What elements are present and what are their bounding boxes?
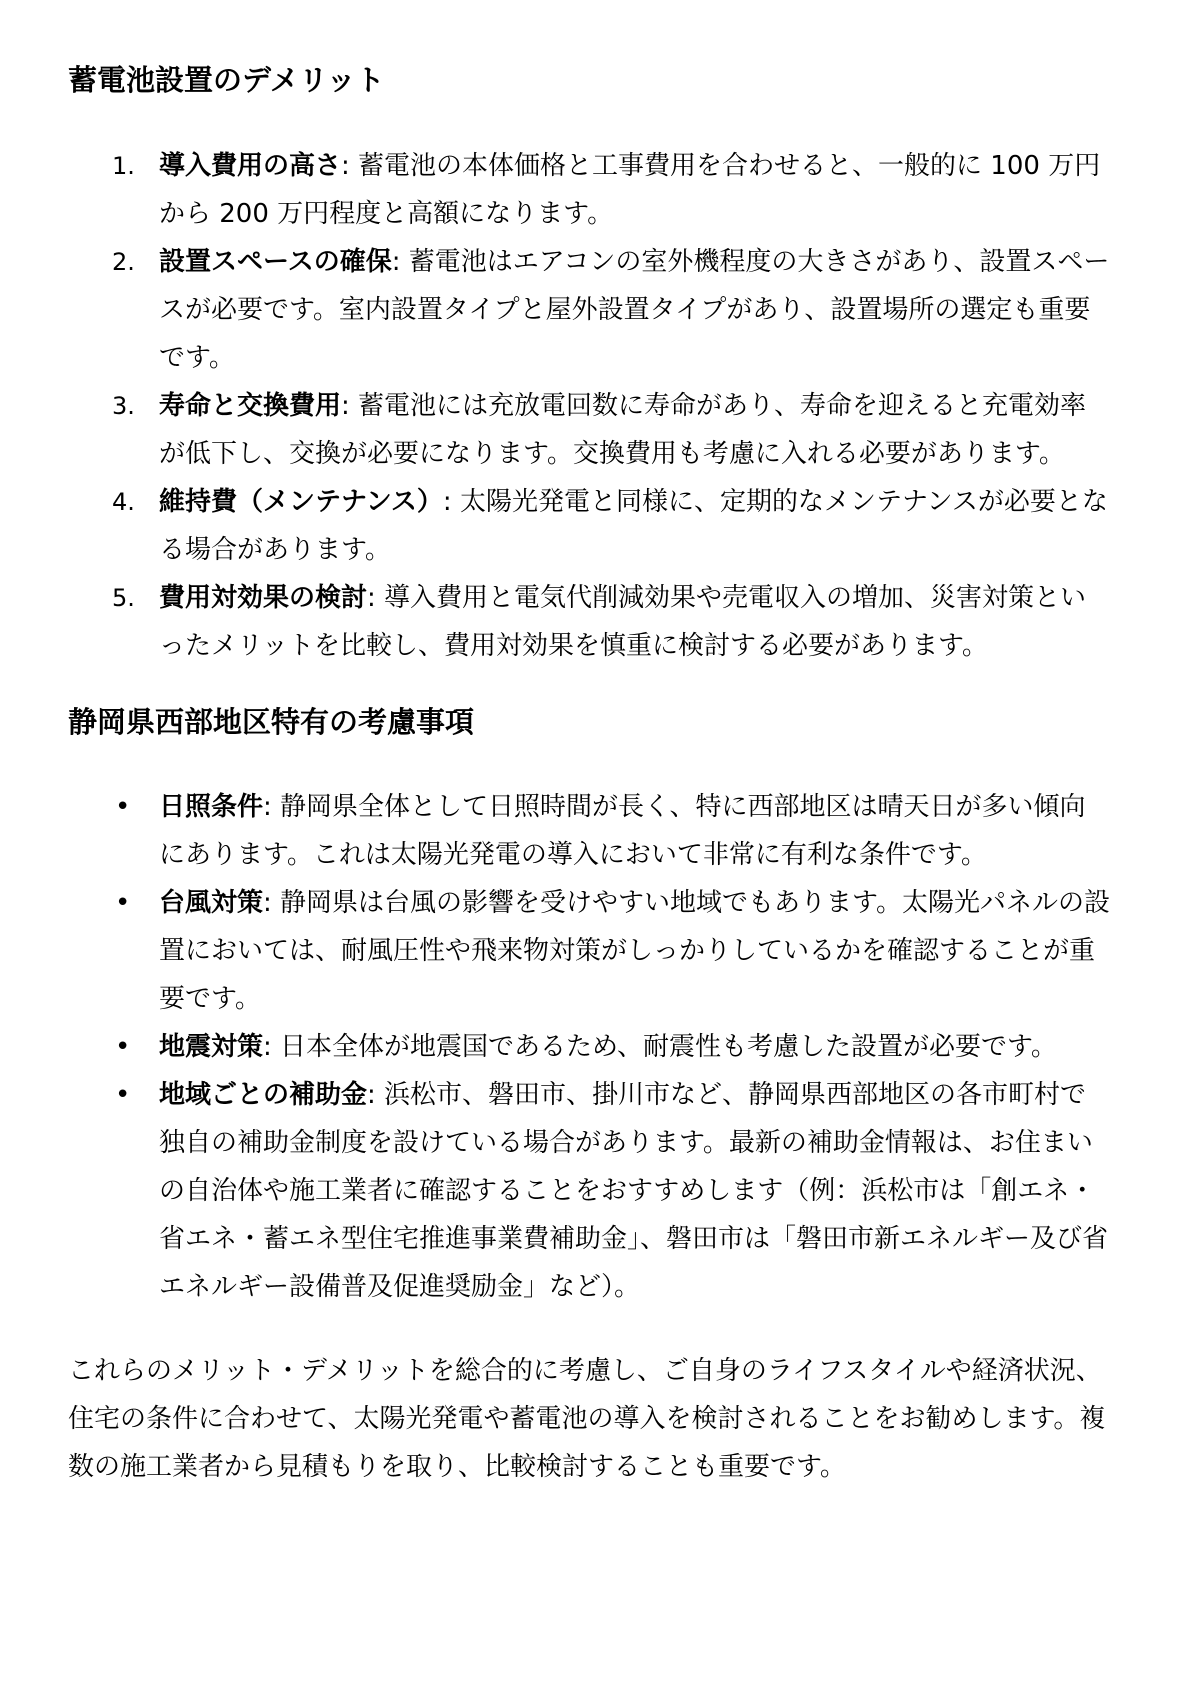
item-separator: : bbox=[391, 246, 401, 277]
item-term: 日照条件 bbox=[159, 792, 264, 823]
item-term: 設置スペースの確保 bbox=[159, 246, 392, 277]
item-text: 浜松市、磐田市、掛川市など、静岡県西部地区の各市町村で独自の補助金制度を設けている場合があります。最新の補助金情報は、お住まいの自治体や施工業者に確認することをおすすめします（例：浜松市は「創エネ・省エネ・蓄エネ型住宅推進事業費補助金」、磐田市は「磐田市新エネルギー及び省エネルギー設備普及促進奨励金」など）。 bbox=[159, 1080, 1109, 1303]
item-separator: : bbox=[263, 1032, 272, 1063]
closing-paragraph: これらのメリット・デメリットを総合的に考慮し、ご自身のライフスタイルや経済状況、住宅の条件に合わせて、太陽光発電や蓄電池の導入を検討されることをお勧めします。複数の施工業者から見積もりを取り、比較検討することも重要です。 bbox=[68, 1356, 1106, 1483]
item-term: 維持費（メンテナンス） bbox=[159, 486, 443, 517]
list-number: 2. bbox=[112, 247, 135, 276]
drawbacks-list bbox=[68, 142, 1110, 670]
item-term: 台風対策 bbox=[159, 888, 264, 919]
item-term: 費用対効果の検討 bbox=[159, 582, 368, 613]
item-separator: : bbox=[367, 1080, 376, 1111]
bullet-icon: • bbox=[115, 1032, 131, 1063]
list-item bbox=[68, 879, 1110, 1023]
item-term: 寿命と交換費用 bbox=[159, 390, 342, 421]
item-text: 導入費用と電気代削減効果や売電収入の増加、災害対策といったメリットを比較し、費用対効果を慎重に検討する必要があります。 bbox=[159, 582, 1087, 661]
list-item bbox=[68, 783, 1110, 879]
item-separator: : bbox=[341, 390, 350, 421]
item-text: 静岡県は台風の影響を受けやすい地域でもあります。太陽光パネルの設置においては、耐風圧性や飛来物対策がしっかりしているかを確認することが重要です。 bbox=[159, 888, 1110, 1015]
item-text: 太陽光発電と同様に、定期的なメンテナンスが必要となる場合があります。 bbox=[159, 486, 1108, 565]
list-number: 3. bbox=[112, 391, 135, 420]
list-number: 4. bbox=[112, 487, 135, 516]
item-separator: : bbox=[263, 888, 272, 919]
list-item bbox=[68, 1023, 1110, 1071]
item-text: 蓄電池には充放電回数に寿命があり、寿命を迎えると充電効率が低下し、交換が必要になります。交換費用も考慮に入れる必要があります。 bbox=[159, 390, 1087, 469]
bullet-icon: • bbox=[115, 792, 131, 823]
item-term: 地震対策 bbox=[159, 1032, 264, 1063]
list-number: 5. bbox=[112, 583, 135, 612]
list-item bbox=[68, 382, 1110, 478]
item-term: 地域ごとの補助金 bbox=[159, 1080, 368, 1111]
item-text: 蓄電池の本体価格と工事費用を合わせると、一般的に 100 万円から 200 万円程度と高額になります。 bbox=[159, 150, 1101, 229]
item-term: 導入費用の高さ bbox=[159, 150, 342, 181]
considerations-list bbox=[68, 783, 1110, 1311]
item-separator: : bbox=[442, 486, 452, 517]
list-item bbox=[68, 574, 1110, 670]
item-separator: : bbox=[263, 792, 272, 823]
item-text: 静岡県全体として日照時間が長く、特に西部地区は晴天日が多い傾向にあります。これは太陽光発電の導入において非常に有利な条件です。 bbox=[159, 792, 1086, 871]
section-heading-drawbacks: 蓄電池設置のデメリット bbox=[68, 63, 385, 97]
item-separator: : bbox=[367, 582, 376, 613]
bullet-icon: • bbox=[115, 888, 131, 919]
section-heading-considerations: 静岡県西部地区特有の考慮事項 bbox=[68, 704, 475, 739]
item-text: 蓄電池はエアコンの室外機程度の大きさがあり、設置スペースが必要です。室内設置タイプと屋外設置タイプがあり、設置場所の選定も重要です。 bbox=[159, 246, 1110, 373]
item-text: 日本全体が地震国であるため、耐震性も考慮した設置が必要です。 bbox=[271, 1032, 1057, 1063]
list-item bbox=[68, 142, 1110, 238]
list-item bbox=[68, 1071, 1110, 1311]
list-item bbox=[68, 478, 1110, 574]
item-separator: : bbox=[341, 150, 350, 181]
list-number: 1. bbox=[112, 151, 135, 180]
list-item bbox=[68, 238, 1110, 382]
bullet-icon: • bbox=[115, 1080, 131, 1111]
